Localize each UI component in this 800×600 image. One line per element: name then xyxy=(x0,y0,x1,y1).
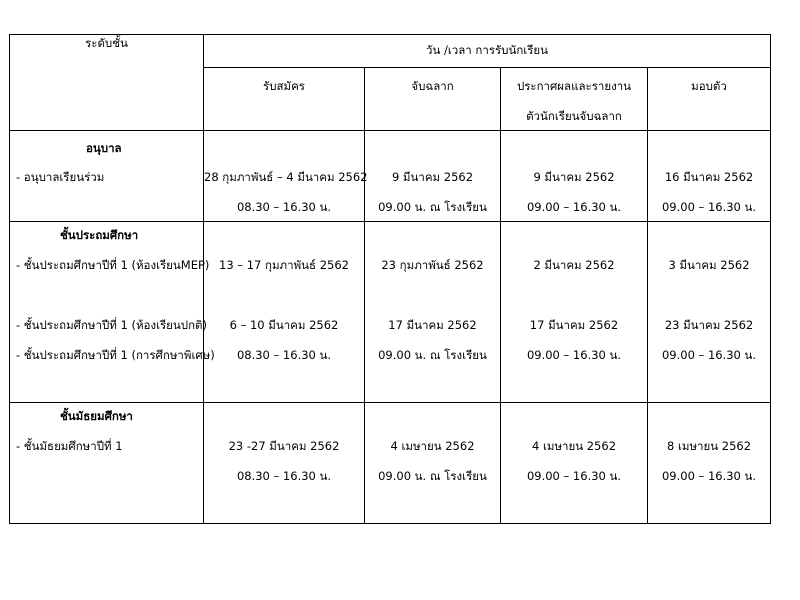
header-report xyxy=(648,68,771,131)
header-level: ระดับชั้น xyxy=(10,35,204,131)
kindergarten-draw-cell xyxy=(365,131,501,222)
primary-register-time: 08.30 – 16.30 น. xyxy=(236,348,332,362)
secondary-m1-label: - ชั้นมัธยมศึกษาปีที่ 1 xyxy=(16,439,123,453)
primary-report-cell xyxy=(648,222,771,403)
primary-mep-draw-date: 23 กุมภาพันธ์ 2562 xyxy=(381,258,484,272)
primary-announce-time: 09.00 – 16.30 น. xyxy=(526,348,622,362)
kindergarten-draw-date: 9 มีนาคม 2562 xyxy=(391,170,474,184)
primary-mep-announce-date: 2 มีนาคม 2562 xyxy=(533,258,615,272)
primary-regular-label: - ชั้นประถมศึกษาปีที่ 1 (ห้องเรียนปกติ) xyxy=(16,318,207,332)
primary-regular-report-date: 23 มีนาคม 2562 xyxy=(664,318,754,332)
secondary-announce-date: 4 เมษายน 2562 xyxy=(531,439,617,453)
header-row-top xyxy=(10,35,771,68)
kindergarten-announce-time: 09.00 – 16.30 น. xyxy=(526,200,622,214)
secondary-announce-time: 09.00 – 16.30 น. xyxy=(526,469,622,483)
header-announce-line2: ตัวนักเรียนจับฉลาก xyxy=(526,109,622,123)
kindergarten-announce-cell xyxy=(501,131,648,222)
kindergarten-register-cell xyxy=(204,131,368,222)
header-report-label: มอบตัว xyxy=(691,79,727,93)
secondary-report-cell xyxy=(648,403,771,524)
section-secondary-row xyxy=(10,403,771,524)
secondary-draw-time: 09.00 น. ณ โรงเรียน xyxy=(378,469,487,483)
header-announce xyxy=(501,68,648,131)
secondary-draw-date: 4 เมษายน 2562 xyxy=(390,439,475,453)
primary-draw-time: 09.00 น. ณ โรงเรียน xyxy=(378,348,487,362)
primary-draw-cell xyxy=(365,222,501,403)
secondary-report-date: 8 เมษายน 2562 xyxy=(666,439,752,453)
header-register xyxy=(204,68,365,131)
section-kindergarten-row xyxy=(10,131,771,222)
header-draw-label: จับฉลาก xyxy=(411,79,454,93)
primary-title: ชั้นประถมศึกษา xyxy=(60,228,139,242)
kindergarten-draw-time: 09.00 น. ณ โรงเรียน xyxy=(378,200,487,214)
primary-regular-announce-date: 17 มีนาคม 2562 xyxy=(529,318,619,332)
secondary-announce-cell xyxy=(501,403,648,524)
kindergarten-level-cell xyxy=(10,131,204,222)
primary-mep-register-date: 13 – 17 กุมภาพันธ์ 2562 xyxy=(219,258,349,272)
secondary-level-cell xyxy=(10,403,204,524)
secondary-register-cell xyxy=(204,403,365,524)
header-datetime: วัน /เวลา การรับนักเรียน xyxy=(204,35,771,68)
kindergarten-register-time: 08.30 – 16.30 น. xyxy=(236,200,332,214)
secondary-title: ชั้นมัธยมศึกษา xyxy=(60,409,133,423)
primary-report-time: 09.00 – 16.30 น. xyxy=(661,348,757,362)
primary-mep-label: - ชั้นประถมศึกษาปีที่ 1 (ห้องเรียนMEP) xyxy=(16,258,210,272)
primary-regular-draw-date: 17 มีนาคม 2562 xyxy=(388,318,477,332)
primary-regular-register-date: 6 – 10 มีนาคม 2562 xyxy=(229,318,339,332)
header-draw xyxy=(365,68,501,131)
primary-special-label: - ชั้นประถมศึกษาปีที่ 1 (การศึกษาพิเศษ) xyxy=(16,348,215,362)
section-primary-row xyxy=(10,222,771,403)
header-register-label: รับสมัคร xyxy=(263,79,305,93)
primary-level-cell xyxy=(10,222,215,403)
kindergarten-report-date: 16 มีนาคม 2562 xyxy=(664,170,754,184)
secondary-draw-cell xyxy=(365,403,501,524)
secondary-register-date: 23 -27 มีนาคม 2562 xyxy=(228,439,340,453)
header-announce-line1: ประกาศผลและรายงาน xyxy=(516,79,632,93)
primary-register-cell xyxy=(204,222,365,403)
secondary-register-time: 08.30 – 16.30 น. xyxy=(236,469,332,483)
primary-announce-cell xyxy=(501,222,648,403)
admission-schedule-table xyxy=(9,34,771,524)
secondary-report-time: 09.00 – 16.30 น. xyxy=(661,469,757,483)
kindergarten-report-cell xyxy=(648,131,771,222)
kindergarten-report-time: 09.00 – 16.30 น. xyxy=(661,200,757,214)
kindergarten-register-date: 28 กุมภาพันธ์ – 4 มีนาคม 2562 xyxy=(204,170,368,184)
kindergarten-title: อนุบาล xyxy=(86,141,122,155)
primary-mep-report-date: 3 มีนาคม 2562 xyxy=(668,258,750,272)
kindergarten-announce-date: 9 มีนาคม 2562 xyxy=(533,170,615,184)
kindergarten-inclusive-label: - อนุบาลเรียนร่วม xyxy=(16,170,105,184)
